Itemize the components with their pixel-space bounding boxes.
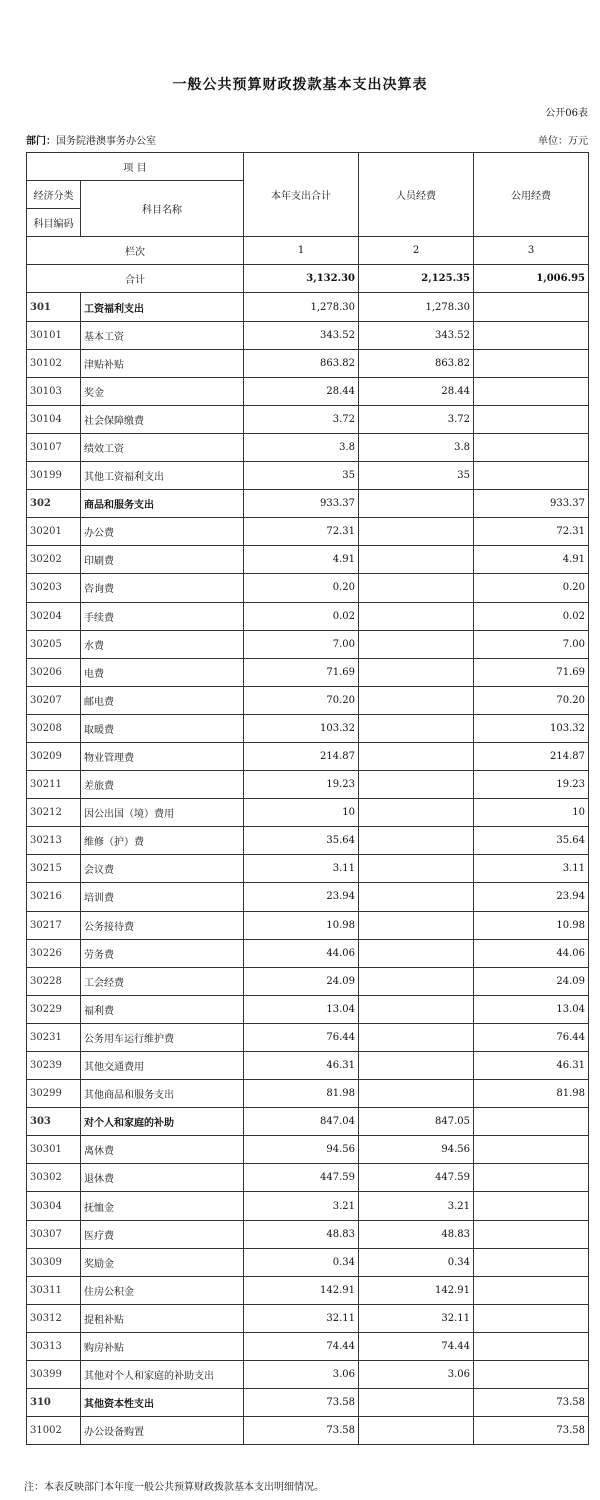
col-index: 1 <box>244 237 359 265</box>
row-code: 30205 <box>27 630 81 658</box>
row-subject-name: 物业管理费 <box>81 742 244 770</box>
row-personnel <box>359 995 474 1023</box>
table-row <box>27 771 589 799</box>
row-total: 73.58 <box>244 1417 359 1445</box>
row-subject-name: 电费 <box>81 658 244 686</box>
table-row <box>27 490 589 518</box>
row-public: 70.20 <box>474 686 589 714</box>
row-subject-name: 办公费 <box>81 518 244 546</box>
row-public: 10.98 <box>474 911 589 939</box>
row-total: 0.20 <box>244 574 359 602</box>
row-public: 3.11 <box>474 855 589 883</box>
row-total: 48.83 <box>244 1220 359 1248</box>
row-public <box>474 1248 589 1276</box>
row-code: 30209 <box>27 742 81 770</box>
table-row <box>27 967 589 995</box>
row-public <box>474 293 589 321</box>
table-row <box>27 405 589 433</box>
row-public <box>474 462 589 490</box>
table-row <box>27 827 589 855</box>
header-subject-name: 科目名称 <box>81 181 244 237</box>
row-personnel <box>359 883 474 911</box>
row-personnel <box>359 546 474 574</box>
row-personnel <box>359 855 474 883</box>
row-public: 214.87 <box>474 742 589 770</box>
row-code: 30216 <box>27 883 81 911</box>
row-public: 103.32 <box>474 714 589 742</box>
footnote: 注：本表反映部门本年度一般公共预算财政拨款基本支出明细情况。 <box>24 1482 324 1493</box>
row-personnel <box>359 742 474 770</box>
row-total: 3.72 <box>244 405 359 433</box>
row-public <box>474 1332 589 1360</box>
row-personnel: 343.52 <box>359 321 474 349</box>
row-subject-name: 对个人和家庭的补助 <box>81 1108 244 1136</box>
row-personnel: 0.34 <box>359 1248 474 1276</box>
row-index-label: 栏次 <box>27 237 244 265</box>
row-total: 23.94 <box>244 883 359 911</box>
row-personnel <box>359 714 474 742</box>
table-row <box>27 714 589 742</box>
row-total: 72.31 <box>244 518 359 546</box>
table-row <box>27 377 589 405</box>
row-subject-name: 其他交通费用 <box>81 1052 244 1080</box>
row-code: 310 <box>27 1389 81 1417</box>
row-code: 30202 <box>27 546 81 574</box>
table-row <box>27 1248 589 1276</box>
row-subject-name: 抚恤金 <box>81 1192 244 1220</box>
row-subject-name: 培训费 <box>81 883 244 911</box>
row-code: 30208 <box>27 714 81 742</box>
row-code: 30102 <box>27 349 81 377</box>
table-row <box>27 1136 589 1164</box>
row-public <box>474 405 589 433</box>
table-row <box>27 293 589 321</box>
row-public: 933.37 <box>474 490 589 518</box>
row-total: 46.31 <box>244 1052 359 1080</box>
row-personnel: 863.82 <box>359 349 474 377</box>
row-subject-name: 津贴补贴 <box>81 349 244 377</box>
row-subject-name: 公务用车运行维护费 <box>81 1023 244 1051</box>
row-personnel <box>359 799 474 827</box>
row-public: 46.31 <box>474 1052 589 1080</box>
row-subject-name: 福利费 <box>81 995 244 1023</box>
row-code: 30201 <box>27 518 81 546</box>
table-row <box>27 433 589 461</box>
row-personnel: 3.72 <box>359 405 474 433</box>
row-total: 10.98 <box>244 911 359 939</box>
col-index: 2 <box>359 237 474 265</box>
row-personnel <box>359 630 474 658</box>
table-row <box>27 518 589 546</box>
row-code: 30311 <box>27 1276 81 1304</box>
table-row <box>27 1080 589 1108</box>
row-code: 30107 <box>27 433 81 461</box>
row-total: 19.23 <box>244 771 359 799</box>
row-public <box>474 1361 589 1389</box>
row-subject-name: 取暖费 <box>81 714 244 742</box>
row-total: 0.34 <box>244 1248 359 1276</box>
row-subject-name: 社会保障缴费 <box>81 405 244 433</box>
header-row <box>27 153 589 181</box>
total-total: 3,132.30 <box>244 265 359 293</box>
row-subject-name: 购房补贴 <box>81 1332 244 1360</box>
row-public <box>474 1192 589 1220</box>
row-code: 30304 <box>27 1192 81 1220</box>
expenditure-table <box>26 152 589 1445</box>
table-row <box>27 321 589 349</box>
row-subject-name: 离休费 <box>81 1136 244 1164</box>
row-code: 303 <box>27 1108 81 1136</box>
row-personnel: 32.11 <box>359 1304 474 1332</box>
row-public: 23.94 <box>474 883 589 911</box>
row-code: 30207 <box>27 686 81 714</box>
row-personnel <box>359 1417 474 1445</box>
row-public: 73.58 <box>474 1389 589 1417</box>
row-code: 30217 <box>27 911 81 939</box>
row-public: 76.44 <box>474 1023 589 1051</box>
table-row <box>27 855 589 883</box>
row-public: 72.31 <box>474 518 589 546</box>
row-subject-name: 办公设备购置 <box>81 1417 244 1445</box>
row-code: 30101 <box>27 321 81 349</box>
table-row <box>27 1304 589 1332</box>
table-row <box>27 1332 589 1360</box>
row-code: 30228 <box>27 967 81 995</box>
row-subject-name: 商品和服务支出 <box>81 490 244 518</box>
row-personnel: 48.83 <box>359 1220 474 1248</box>
row-subject-name: 医疗费 <box>81 1220 244 1248</box>
row-personnel: 35 <box>359 462 474 490</box>
row-personnel <box>359 1052 474 1080</box>
row-public: 4.91 <box>474 546 589 574</box>
row-public: 7.00 <box>474 630 589 658</box>
table-row <box>27 1023 589 1051</box>
row-total: 3.11 <box>244 855 359 883</box>
row-code: 30212 <box>27 799 81 827</box>
row-total: 3.06 <box>244 1361 359 1389</box>
row-public: 81.98 <box>474 1080 589 1108</box>
table-row <box>27 1361 589 1389</box>
row-subject-name: 工资福利支出 <box>81 293 244 321</box>
total-public: 1,006.95 <box>474 265 589 293</box>
table-row <box>27 1389 589 1417</box>
row-subject-name: 工会经费 <box>81 967 244 995</box>
table-row <box>27 1192 589 1220</box>
row-total: 13.04 <box>244 995 359 1023</box>
row-personnel: 142.91 <box>359 1276 474 1304</box>
row-personnel <box>359 827 474 855</box>
row-public: 73.58 <box>474 1417 589 1445</box>
department-line <box>26 132 156 147</box>
row-total: 0.02 <box>244 602 359 630</box>
row-personnel: 94.56 <box>359 1136 474 1164</box>
table-row <box>27 349 589 377</box>
page-title: 一般公共预算财政拨款基本支出决算表 <box>172 77 428 93</box>
row-subject-name: 手续费 <box>81 602 244 630</box>
row-public: 71.69 <box>474 658 589 686</box>
row-personnel: 847.05 <box>359 1108 474 1136</box>
row-code: 30211 <box>27 771 81 799</box>
row-public <box>474 1136 589 1164</box>
header-econ-class-1: 经济分类 <box>27 181 81 209</box>
row-public <box>474 1164 589 1192</box>
row-code: 30103 <box>27 377 81 405</box>
row-total: 35.64 <box>244 827 359 855</box>
row-code: 302 <box>27 490 81 518</box>
unit-label: 单位：万元 <box>538 136 588 147</box>
row-public <box>474 1220 589 1248</box>
row-subject-name: 水费 <box>81 630 244 658</box>
row-total: 3.8 <box>244 433 359 461</box>
row-total: 94.56 <box>244 1136 359 1164</box>
row-personnel: 447.59 <box>359 1164 474 1192</box>
total-label: 合计 <box>27 265 244 293</box>
row-subject-name: 会议费 <box>81 855 244 883</box>
department-label: 部门： <box>26 136 56 147</box>
row-public: 0.20 <box>474 574 589 602</box>
row-subject-name: 其他对个人和家庭的补助支出 <box>81 1361 244 1389</box>
row-subject-name: 劳务费 <box>81 939 244 967</box>
table-row <box>27 911 589 939</box>
row-code: 30204 <box>27 602 81 630</box>
table-row <box>27 658 589 686</box>
row-personnel <box>359 574 474 602</box>
row-total: 1,278.30 <box>244 293 359 321</box>
row-code: 30199 <box>27 462 81 490</box>
row-total: 71.69 <box>244 658 359 686</box>
row-code: 30229 <box>27 995 81 1023</box>
row-public <box>474 1276 589 1304</box>
row-total: 214.87 <box>244 742 359 770</box>
row-total: 44.06 <box>244 939 359 967</box>
form-code: 公开06表 <box>545 108 588 119</box>
row-personnel: 28.44 <box>359 377 474 405</box>
table-row <box>27 742 589 770</box>
row-personnel <box>359 967 474 995</box>
row-public: 13.04 <box>474 995 589 1023</box>
table-row <box>27 1417 589 1445</box>
table-row <box>27 1220 589 1248</box>
table-row <box>27 883 589 911</box>
table-row <box>27 462 589 490</box>
row-code: 30104 <box>27 405 81 433</box>
row-public <box>474 433 589 461</box>
row-total: 7.00 <box>244 630 359 658</box>
row-public: 44.06 <box>474 939 589 967</box>
row-total: 863.82 <box>244 349 359 377</box>
row-personnel: 1,278.30 <box>359 293 474 321</box>
col-index: 3 <box>474 237 589 265</box>
row-total: 933.37 <box>244 490 359 518</box>
row-subject-name: 其他资本性支出 <box>81 1389 244 1417</box>
row-subject-name: 差旅费 <box>81 771 244 799</box>
row-total: 74.44 <box>244 1332 359 1360</box>
row-subject-name: 咨询费 <box>81 574 244 602</box>
row-personnel <box>359 1023 474 1051</box>
row-code: 30226 <box>27 939 81 967</box>
row-code: 30206 <box>27 658 81 686</box>
row-public: 0.02 <box>474 602 589 630</box>
row-public: 19.23 <box>474 771 589 799</box>
row-total: 4.91 <box>244 546 359 574</box>
row-personnel <box>359 1389 474 1417</box>
row-total: 847.04 <box>244 1108 359 1136</box>
total-personnel: 2,125.35 <box>359 265 474 293</box>
row-total: 24.09 <box>244 967 359 995</box>
row-public: 10 <box>474 799 589 827</box>
row-code: 30239 <box>27 1052 81 1080</box>
table-row <box>27 574 589 602</box>
table-row <box>27 630 589 658</box>
row-personnel: 74.44 <box>359 1332 474 1360</box>
row-subject-name: 印刷费 <box>81 546 244 574</box>
row-code: 30299 <box>27 1080 81 1108</box>
row-public <box>474 1304 589 1332</box>
row-total: 447.59 <box>244 1164 359 1192</box>
row-public <box>474 377 589 405</box>
row-subject-name: 公务接待费 <box>81 911 244 939</box>
row-personnel <box>359 602 474 630</box>
table-row <box>27 546 589 574</box>
row-subject-name: 邮电费 <box>81 686 244 714</box>
row-code: 30203 <box>27 574 81 602</box>
table-row <box>27 939 589 967</box>
row-subject-name: 绩效工资 <box>81 433 244 461</box>
row-public <box>474 1108 589 1136</box>
row-code: 30312 <box>27 1304 81 1332</box>
row-subject-name: 其他工资福利支出 <box>81 462 244 490</box>
header-col-public: 公用经费 <box>474 153 589 237</box>
row-code: 30301 <box>27 1136 81 1164</box>
row-code: 30313 <box>27 1332 81 1360</box>
row-public: 24.09 <box>474 967 589 995</box>
row-subject-name: 住房公积金 <box>81 1276 244 1304</box>
row-subject-name: 提租补贴 <box>81 1304 244 1332</box>
header-col-personnel: 人员经费 <box>359 153 474 237</box>
row-total: 10 <box>244 799 359 827</box>
table-row <box>27 799 589 827</box>
row-personnel <box>359 771 474 799</box>
row-code: 30213 <box>27 827 81 855</box>
row-code: 30399 <box>27 1361 81 1389</box>
row-personnel: 3.21 <box>359 1192 474 1220</box>
row-subject-name: 奖励金 <box>81 1248 244 1276</box>
row-code: 301 <box>27 293 81 321</box>
row-total: 70.20 <box>244 686 359 714</box>
header-econ-class-2: 科目编码 <box>27 209 81 237</box>
row-code: 30302 <box>27 1164 81 1192</box>
row-subject-name: 基本工资 <box>81 321 244 349</box>
row-code: 30309 <box>27 1248 81 1276</box>
total-row <box>27 265 589 293</box>
row-total: 343.52 <box>244 321 359 349</box>
row-subject-name: 维修（护）费 <box>81 827 244 855</box>
table-row <box>27 1052 589 1080</box>
row-code: 30307 <box>27 1220 81 1248</box>
row-total: 81.98 <box>244 1080 359 1108</box>
row-personnel <box>359 686 474 714</box>
row-total: 28.44 <box>244 377 359 405</box>
row-code: 30215 <box>27 855 81 883</box>
row-public: 35.64 <box>474 827 589 855</box>
row-subject-name: 因公出国（境）费用 <box>81 799 244 827</box>
row-personnel <box>359 939 474 967</box>
table-row <box>27 995 589 1023</box>
row-personnel <box>359 1080 474 1108</box>
row-total: 3.21 <box>244 1192 359 1220</box>
row-total: 142.91 <box>244 1276 359 1304</box>
row-public <box>474 321 589 349</box>
row-personnel: 3.8 <box>359 433 474 461</box>
row-total: 35 <box>244 462 359 490</box>
row-personnel: 3.06 <box>359 1361 474 1389</box>
row-subject-name: 退休费 <box>81 1164 244 1192</box>
department-name: 国务院港澳事务办公室 <box>56 136 156 147</box>
row-code: 30231 <box>27 1023 81 1051</box>
row-total: 76.44 <box>244 1023 359 1051</box>
row-subject-name: 奖金 <box>81 377 244 405</box>
row-subject-name: 其他商品和服务支出 <box>81 1080 244 1108</box>
row-total: 103.32 <box>244 714 359 742</box>
row-code: 31002 <box>27 1417 81 1445</box>
index-row <box>27 237 589 265</box>
row-personnel <box>359 490 474 518</box>
row-personnel <box>359 658 474 686</box>
header-project: 项 目 <box>27 153 244 181</box>
header-col-total: 本年支出合计 <box>244 153 359 237</box>
table-row <box>27 686 589 714</box>
table-row <box>27 1164 589 1192</box>
row-total: 73.58 <box>244 1389 359 1417</box>
table-row <box>27 1276 589 1304</box>
row-total: 32.11 <box>244 1304 359 1332</box>
row-public <box>474 349 589 377</box>
row-personnel <box>359 911 474 939</box>
table-row <box>27 602 589 630</box>
row-personnel <box>359 518 474 546</box>
table-row <box>27 1108 589 1136</box>
